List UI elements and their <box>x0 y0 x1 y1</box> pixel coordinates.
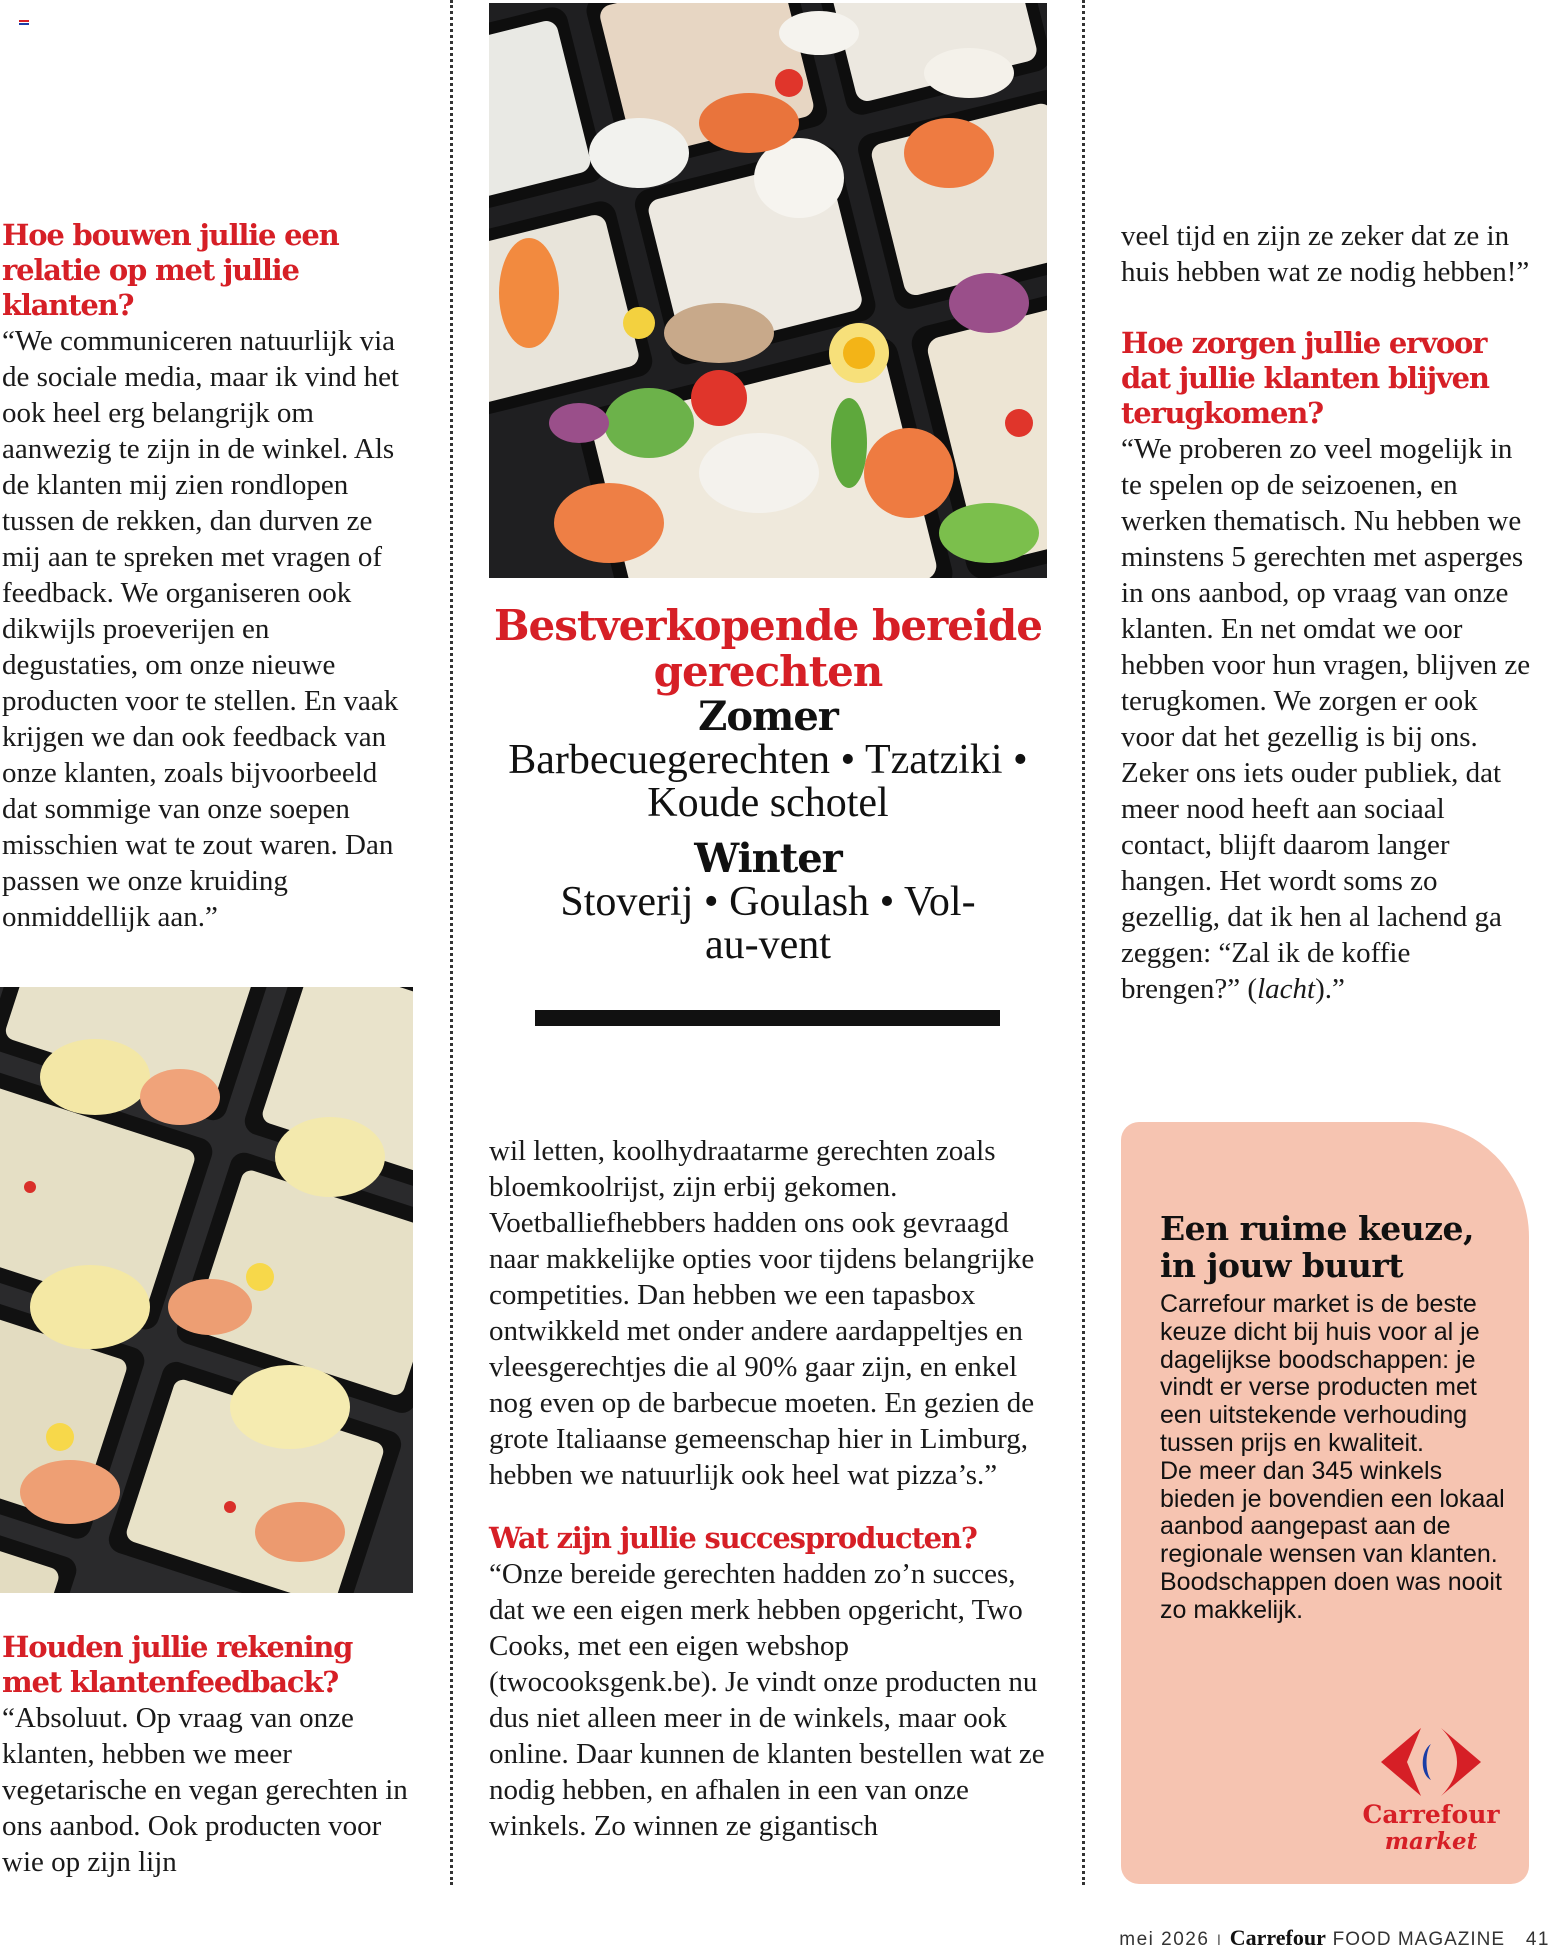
logo-word-carrefour: Carrefour <box>1362 1800 1500 1829</box>
left-column-bottom <box>2 1630 412 1880</box>
answer-feedback-continued: wil letten, koolhydraatarme gerechten zoals bloemkoolrijst, zijn erbij gekomen. Voetballiefhebbers hadden ons ook gevraagd naar makkelijke opties voor tijdens belangrijke competities. Dan hebben we een tapasbox ontwikkeld met onder andere aardappeltjes en vleesgerechtjes die al 90% gaar zijn, en enkel nog even op de barbecue moeten. En gezien de grote Italiaanse gemeenschap hier in Limburg, hebben we natuurlijk ook heel wat pizza’s.” <box>489 1135 1035 1491</box>
logo-word-market: market <box>1384 1828 1478 1855</box>
answer-success: “Onze bereide gerechten hadden zo’n succes, dat we een eigen merk hebben opgericht, Two Cooks, met een eigen webshop (twocooksgenk.be). Je vindt onze producten nu dus niet alleen meer in de winkels, maar ook online. Daar kunnen de klanten bestellen wat ze nodig hebben, en afhalen in een van onze winkels. Zo winnen ze gigantisch <box>489 1558 1045 1842</box>
promo-paragraph-2: De meer dan 345 winkels bieden je bovendien een lokaal aanbod aangepast aan de regionale wensen van klanten. <box>1160 1456 1505 1569</box>
page-footer <box>1119 1925 1550 1951</box>
column-divider-left <box>450 0 453 1885</box>
answer-relation: “We communiceren natuurlijk via de sociale media, maar ik vind het ook heel erg belangrijk om aanwezig te zijn in de winkel. Als de klanten mij zien rondlopen tussen de rekken, dan durven ze mij aan te spreken met vragen of feedback. We organiseren ook dikwijls proeverijen en degustaties, om onze nieuwe producten voor te stellen. En vaak krijgen we dan ook feedback van onze klanten, zoals bijvoorbeeld dat sommige van onze soepen misschien wat te zout waren. Dan passen we onze kruiding onmiddellijk aan.” <box>2 325 399 933</box>
middle-column-text <box>489 1133 1049 1844</box>
promo-text <box>1160 1291 1520 1625</box>
summer-label: Zomer <box>698 693 838 740</box>
footer-date: mei 2026 <box>1119 1929 1210 1950</box>
question-success: Wat zijn jullie succesproducten? <box>489 1521 977 1555</box>
promo-paragraph-3: Boodschappen doen was nooit zo makkelijk. <box>1160 1567 1502 1624</box>
carrefour-market-logo <box>1361 1722 1501 1862</box>
carrefour-logo-icon <box>1361 1722 1501 1802</box>
page-number: 41 <box>1525 1929 1550 1950</box>
promo-box <box>1121 1122 1529 1884</box>
column-divider-right <box>1082 0 1085 1885</box>
answer-return-italic: lacht <box>1257 973 1316 1005</box>
right-column-text <box>1121 218 1531 1007</box>
question-return: Hoe zorgen jullie ervoor dat jullie klanten blijven terugkomen? <box>1121 326 1489 430</box>
winter-items: Stoverij • Goulash • Vol-au-vent <box>560 879 976 968</box>
footer-separator: ı <box>1216 1929 1223 1950</box>
corner-mark-icon <box>19 20 29 27</box>
question-relation: Hoe bouwen jullie een relatie op met jullie klanten? <box>2 218 339 322</box>
question-feedback: Houden jullie rekening met klantenfeedback? <box>2 1630 353 1699</box>
promo-paragraph-1: Carrefour market is de beste keuze dicht bij huis voor al je dagelijkse boodschappen: je vindt er verse producten met een uitstekende verhouding tussen prijs en kwaliteit. <box>1160 1290 1480 1457</box>
photo-salad-trays <box>489 3 1047 578</box>
answer-return-start: “We proberen zo veel mogelijk in te spelen op de seizoenen, en werken thematisch. Nu hebben we minstens 5 gerechten met asperges in ons aanbod, op vraag van onze klanten. En net omdat we oor hebben voor hun vragen, blijven ze terugkomen. We zorgen er ook voor dat het gezellig is bij ons. Zeker ons iets ouder publiek, dat meer nood heeft aan sociaal contact, blijft daarom langer hangen. Het wordt soms zo gezellig, dat ik hen al lachend ga zeggen: “Zal ik de koffie brengen?” ( <box>1121 433 1531 1005</box>
answer-success-continued: veel tijd en zijn ze zeker dat ze in huis hebben wat ze nodig hebben!” <box>1121 220 1530 288</box>
answer-return-end: ).” <box>1315 973 1345 1005</box>
bestsellers-rule <box>535 1010 1000 1026</box>
answer-return <box>1121 431 1531 1007</box>
winter-label: Winter <box>694 835 842 882</box>
answer-feedback: “Absoluut. Op vraag van onze klanten, hebben we meer vegetarische en vegan gerechten in ons aanbod. Ook producten voor wie op zijn lijn <box>2 1702 408 1878</box>
footer-magazine: FOOD MAGAZINE <box>1332 1929 1506 1950</box>
photo-mashed-potato-trays <box>0 987 413 1593</box>
left-column <box>2 218 412 935</box>
summer-items: Barbecuegerechten • Tzatziki • Koude schotel <box>508 737 1028 826</box>
promo-title: Een ruime keuze, in jouw buurt <box>1160 1209 1475 1285</box>
bestsellers-box <box>489 603 1047 967</box>
footer-brand: Carrefour <box>1229 1925 1326 1950</box>
bestsellers-title: Bestverkopende bereide gerechten <box>494 601 1042 696</box>
